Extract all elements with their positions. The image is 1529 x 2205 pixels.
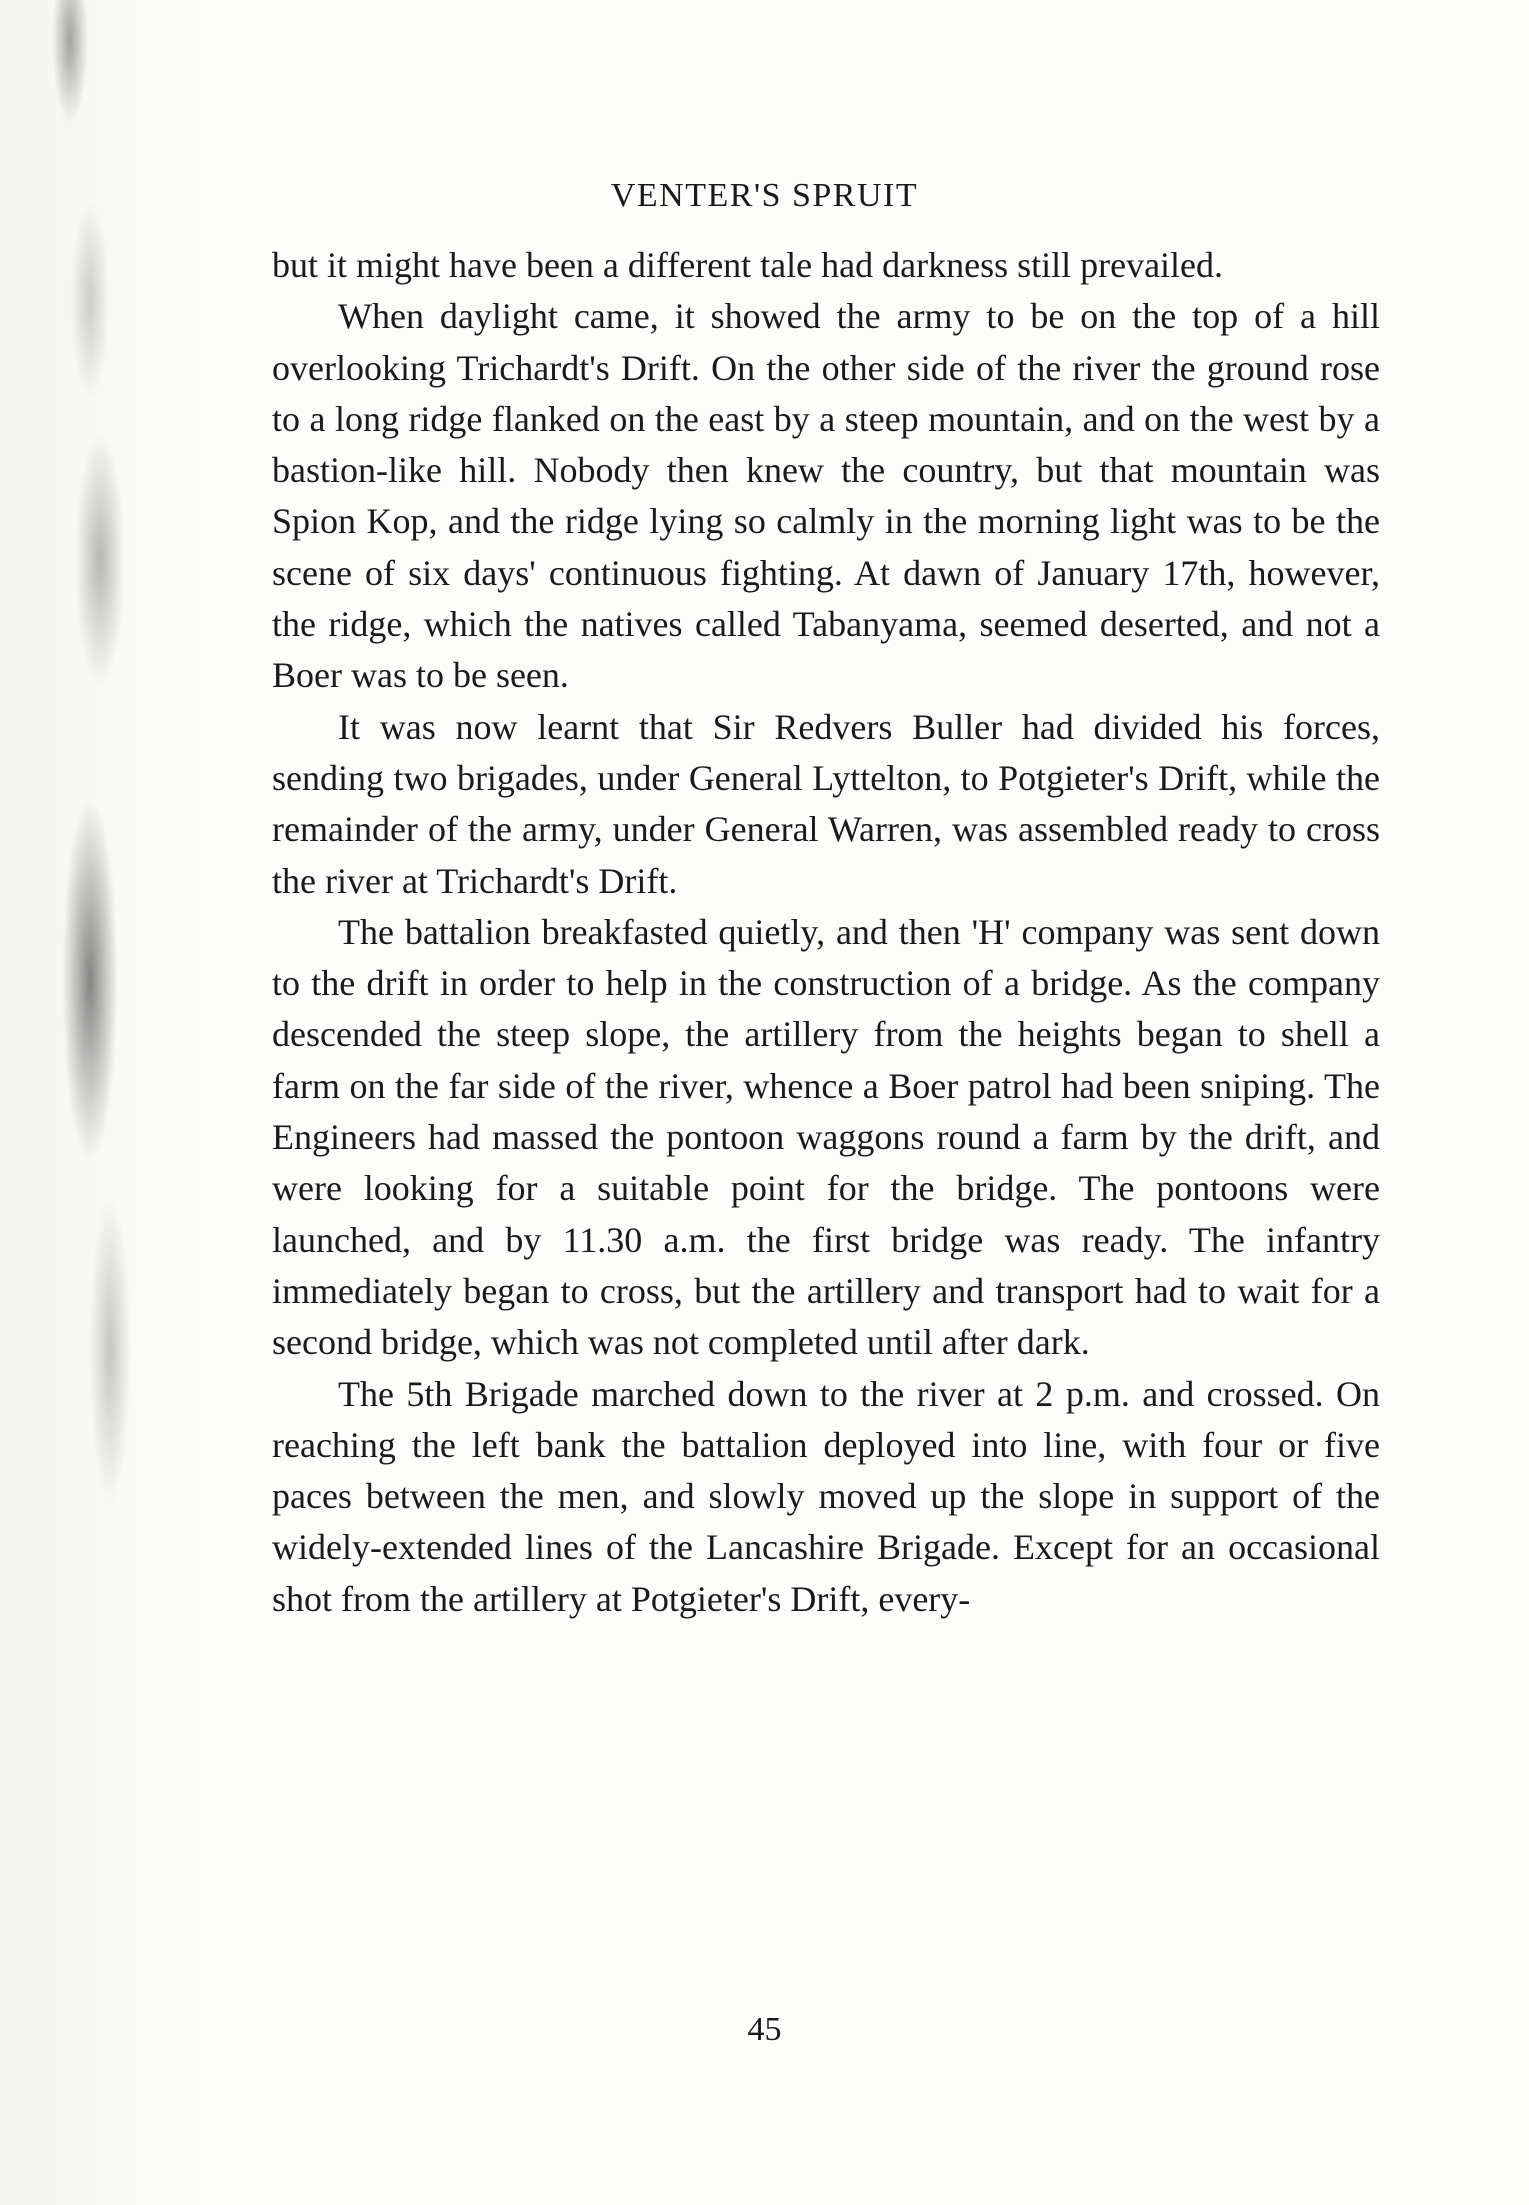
scan-gutter-shadow — [0, 0, 210, 2205]
paragraph-battalion-breakfast: The battalion breakfasted quietly, and then 'H' company was sent down to the drift in order to help in the construction of a bridge. As the company descended the steep slope, the artillery from the heights began to shell a farm on the far side of the river, whence a Boer patrol had been sniping. The Engineers had massed the pontoon waggons round a farm by the drift, and were looking for a suitable point for the bridge. The pontoons were launched, and by 11.30 a.m. the first bridge was ready. The infantry immediately began to cross, but the artillery and transport had to wait for a second bridge, which was not completed until after dark. — [272, 911, 1380, 1363]
running-title: VENTER'S SPRUIT — [610, 177, 919, 214]
page-number: 45 — [747, 2011, 782, 2048]
paragraph-daylight: When daylight came, it showed the army to be on the top of a hill overlooking Trichardt's Drift. On the other side of the river the ground rose to a long ridge flanked on the east by a steep mountain, and on the west by a bastion-like hill. Nobody then knew the country, but that mountain was Spion Kop, and the ridge lying so calmly in the morning light was to be the scene of six days' continuous fighting. At dawn of January 17th, however, the ridge, which the natives called Tabanyama, seemed deserted, and not a Boer was to be seen. — [272, 296, 1380, 696]
paragraph-fifth-brigade: The 5th Brigade marched down to the river at 2 p.m. and crossed. On reaching the left bank the battalion deployed into line, with four or five paces between the men, and slowly moved up the slope in support of the widely-extended lines of the Lancashire Brigade. Except for an occasional shot from the artillery at Potgieter's Drift, every- — [272, 1373, 1380, 1619]
body-text — [272, 240, 1380, 1625]
paragraph-buller-divided: It was now learnt that Sir Redvers Buller had divided his forces, sending two brigades, under General Lyttelton, to Potgieter's Drift, while the remainder of the army, under General Warren, was assembled ready to cross the river at Trichardt's Drift. — [272, 706, 1380, 901]
paragraph-continuation: but it might have been a different tale had darkness still prevailed. — [272, 245, 1224, 285]
